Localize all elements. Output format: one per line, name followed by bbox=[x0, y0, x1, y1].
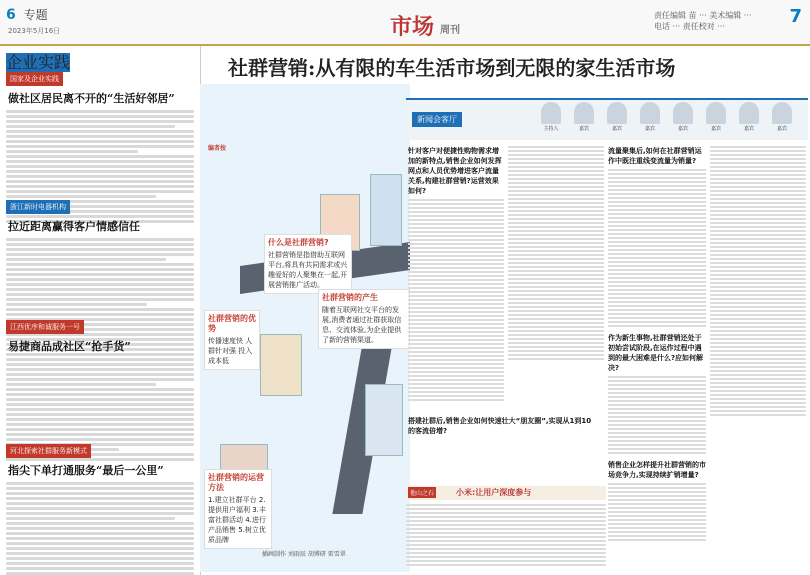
guest-portrait: 嘉宾 bbox=[602, 102, 632, 132]
feature-illustration bbox=[200, 84, 410, 572]
page-header bbox=[0, 0, 810, 46]
bubble-heading: 社群营销的运营方法 bbox=[208, 473, 264, 492]
qa-column-2 bbox=[508, 146, 604, 362]
issue-date: 2023年5月16日 bbox=[8, 27, 61, 35]
case-study-tag: 他山之石 bbox=[408, 487, 436, 498]
qa-column-3 bbox=[608, 146, 706, 543]
brand-name: 市场 bbox=[390, 14, 435, 40]
brand-sub: 周刊 bbox=[440, 24, 461, 36]
answer-body bbox=[508, 146, 604, 360]
left-column bbox=[0, 46, 201, 575]
intro-label: 编者按 bbox=[208, 145, 227, 152]
article-4 bbox=[0, 438, 200, 575]
main-feature bbox=[200, 46, 810, 575]
answer-body bbox=[608, 376, 706, 454]
article-3-tag: 江西优序和诚服务一号 bbox=[6, 320, 84, 334]
news-salon-banner bbox=[406, 98, 808, 140]
bubble-origin bbox=[318, 289, 410, 349]
illustration-credit: 插画制作 刘雨辰 胡博研 雷雪翠 bbox=[262, 551, 346, 558]
guest-portrait: 嘉宾 bbox=[734, 102, 764, 132]
article-2-tag: 浙江新时电器机构 bbox=[6, 200, 70, 214]
bubble-heading: 社群营销的优势 bbox=[208, 314, 256, 333]
page-indicator bbox=[6, 6, 48, 23]
salon-label: 新闻会客厅 bbox=[412, 112, 462, 127]
avatar bbox=[607, 102, 627, 124]
case-study-title: 小米:让用户深度参与 bbox=[406, 486, 606, 500]
building-illustration bbox=[365, 384, 403, 456]
article-1-tag: 国家及企业实践 bbox=[6, 72, 63, 86]
qa-column-1 bbox=[408, 146, 504, 403]
bubble-advantages bbox=[204, 310, 260, 370]
article-1-title: 做社区居民离不开的“生活好邻居” bbox=[8, 92, 175, 105]
bubble-heading: 什么是社群营销? bbox=[268, 238, 329, 247]
guest-portrait: 嘉宾 bbox=[569, 102, 599, 132]
qa-column-4 bbox=[710, 146, 806, 418]
case-study-body bbox=[406, 504, 606, 566]
editor-line-1: 责任编辑 苗 ··· 美术编辑 ··· bbox=[654, 11, 752, 20]
bubble-methods bbox=[204, 469, 272, 549]
pull-question: 搭建社群后,销售企业如何快速壮大“朋友圈”,实现从1到10的客流倍增? bbox=[408, 417, 592, 435]
guest-portrait: 主持人 bbox=[536, 102, 566, 132]
article-3-title: 易捷商品成社区“抢手货” bbox=[8, 340, 131, 353]
question-heading: 流量聚集后,如何在社群营销运作中既注重线变流量为销量? bbox=[608, 147, 702, 165]
answer-body bbox=[608, 483, 706, 541]
answer-body bbox=[408, 199, 504, 401]
feature-title: 社群营销:从有限的车生活市场到无限的家生活市场 bbox=[228, 56, 676, 80]
article-4-tag: 河北探索社群服务新模式 bbox=[6, 444, 91, 458]
avatar bbox=[673, 102, 693, 124]
section-label: 专题 bbox=[23, 8, 48, 22]
case-study-box bbox=[406, 486, 606, 572]
question-heading: 针对客户对便捷性购物需求增加的新特点,销售企业如何发挥网点和人员优势增进客户流量关系,构建社群营销?运营效果如何? bbox=[408, 147, 502, 195]
page-number: 6 bbox=[6, 7, 16, 23]
avatar bbox=[772, 102, 792, 124]
bubble-text: 传播速度快 人群针对强 投入成本低 bbox=[208, 337, 253, 365]
avatar bbox=[706, 102, 726, 124]
building-illustration bbox=[260, 334, 302, 396]
avatar bbox=[640, 102, 660, 124]
brand-logo bbox=[390, 10, 460, 41]
article-2-title: 拉近距离赢得客户情感信任 bbox=[8, 220, 140, 233]
right-page-number: 7 bbox=[789, 6, 802, 27]
answer-body bbox=[710, 146, 806, 416]
building-illustration bbox=[370, 174, 402, 246]
answer-body bbox=[608, 169, 706, 327]
intro-text bbox=[208, 144, 403, 153]
editor-line-2: 电话 ··· 责任校对 ··· bbox=[654, 22, 725, 31]
question-heading: 销售企业怎样提升社群营销的市场竞争力,实现持续扩销增量? bbox=[608, 461, 706, 479]
question-heading: 作为新生事物,社群营销还处于初始尝试阶段,在运作过程中遇到的最大困难是什么?应如何解决? bbox=[608, 334, 704, 372]
bubble-heading: 社群营销的产生 bbox=[322, 293, 378, 302]
avatar bbox=[541, 102, 561, 124]
guest-portrait: 嘉宾 bbox=[635, 102, 665, 132]
column-tag: 企业实践 bbox=[6, 53, 71, 72]
guest-portrait: 嘉宾 bbox=[767, 102, 797, 132]
guest-portrait: 嘉宾 bbox=[701, 102, 731, 132]
article-4-body bbox=[6, 482, 194, 575]
bubble-text: 1.建立社群平台 2.提供用户福利 3.丰富社群活动 4.进行产品销售 5.树立优质品牌 bbox=[208, 496, 266, 544]
bubble-text: 随着互联网社交平台的发展,消费者通过社群获取信息、交流体验,为企业提供了新的营销渠道。 bbox=[322, 306, 402, 344]
bubble-what-is bbox=[264, 234, 352, 294]
guest-portrait: 嘉宾 bbox=[668, 102, 698, 132]
avatar bbox=[739, 102, 759, 124]
editor-info bbox=[654, 10, 774, 32]
avatar bbox=[574, 102, 594, 124]
article-4-title: 指尖下单打通服务“最后一公里” bbox=[8, 464, 164, 477]
bubble-text: 社群营销是指借助互联网平台,将具有共同需求或兴趣爱好的人聚集在一起,开展营销推广活动。 bbox=[268, 251, 348, 289]
